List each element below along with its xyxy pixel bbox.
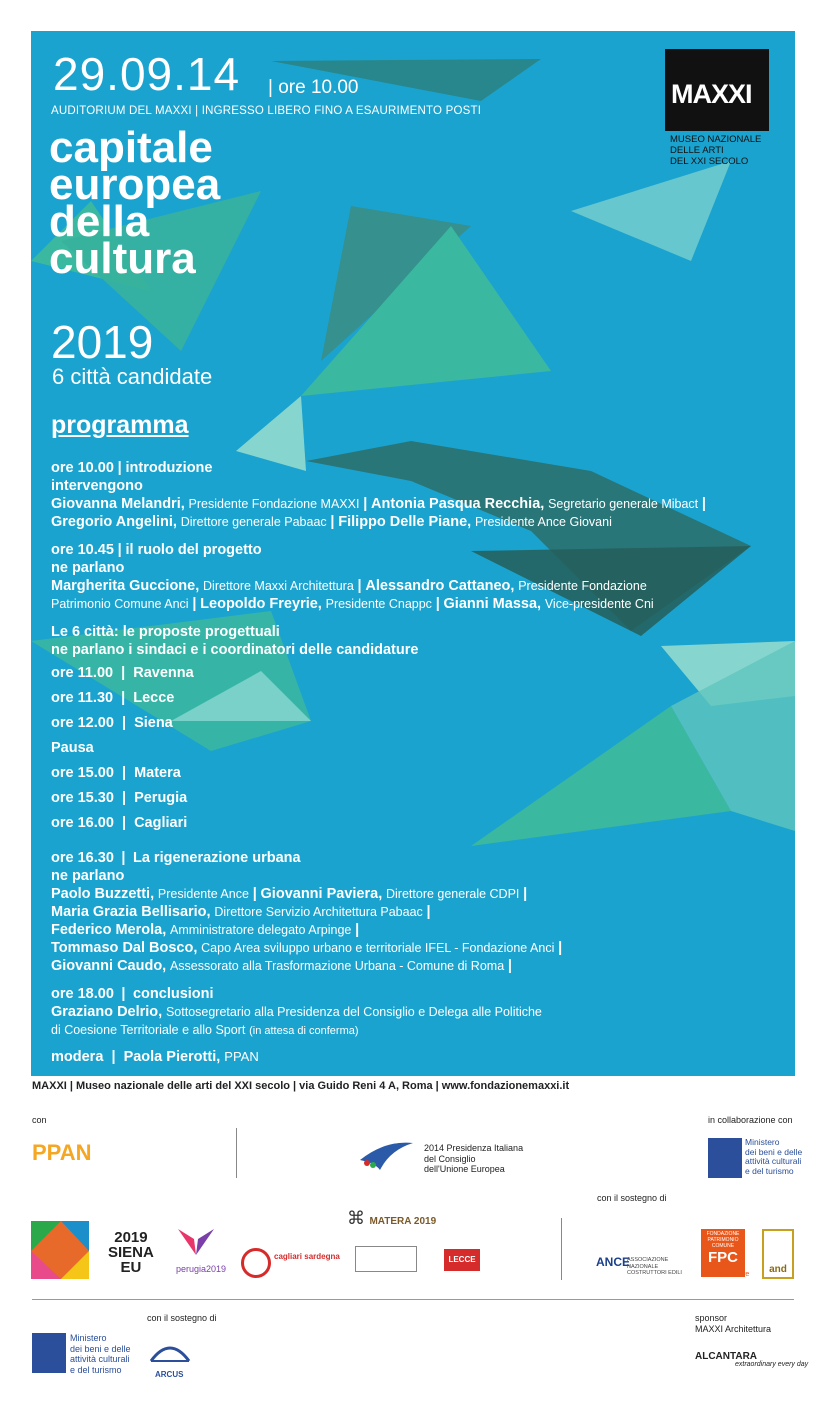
speaker-name: Graziano Delrio, <box>51 1004 163 1020</box>
perugia-logo: perugia2019 <box>176 1225 226 1274</box>
lecce-logo: LECCE 2019 <box>444 1249 480 1271</box>
arcus-logo: ARCUS <box>147 1335 193 1379</box>
speaker-role: Presidente Cnappc <box>325 597 432 611</box>
session-topic: introduzione <box>125 460 213 476</box>
title-subtitle: 6 città candidate <box>52 364 213 389</box>
schedule-row: ore 16.00 | Cagliari <box>51 815 188 831</box>
divider <box>561 1218 562 1280</box>
schedule-row: ore 15.30 | Perugia <box>51 790 188 806</box>
ravenna-mosaic-icon <box>31 1221 89 1279</box>
speaker-role: Presidente Ance Giovani <box>474 515 612 529</box>
speaker-name: Federico Merola, <box>51 922 167 938</box>
title-line: capitale <box>49 123 213 172</box>
speaker-role: Direttore generale Pabaac <box>180 515 327 529</box>
schedule-row: ore 15.00 | Matera <box>51 765 181 781</box>
museum-name <box>670 134 761 167</box>
speaker-role: Amministratore delegato Arpinge <box>170 923 352 937</box>
speaker-role: di Coesione Territoriale e allo Sport <box>51 1023 246 1037</box>
speaker-role: Presidente Fondazione <box>518 579 647 593</box>
mibact-emblem-icon <box>708 1138 742 1178</box>
eu-presidency-text: 2014 Presidenza Italiana del Consiglio dell'Unione Europea <box>424 1143 524 1174</box>
session-time: ore 16.30 <box>51 850 114 866</box>
speaker-role: Direttore Maxxi Architettura <box>203 579 354 593</box>
alcantara-tagline: extraordinary every day <box>735 1361 809 1368</box>
speaker-role: Segretario generale Mibact <box>548 497 699 511</box>
session-time: ore 18.00 <box>51 986 114 1002</box>
ance-logo-sub: ASSOCIAZIONE NAZIONALE COSTRUTTORI EDILI <box>627 1257 682 1276</box>
matera-mark-icon: ⌘ <box>347 1208 365 1228</box>
session-time: ore 10.45 <box>51 542 114 558</box>
cagliari-logo-text: cagliari sardegna <box>274 1252 340 1261</box>
ance-logo: ANCE <box>596 1255 631 1269</box>
arcus-bridge-icon <box>147 1335 193 1365</box>
speaker-role: Sottosegretario alla Presidenza del Consiglio e Delega alle Politiche <box>165 1005 542 1019</box>
schedule-break: Pausa <box>51 740 94 756</box>
divider <box>236 1128 237 1178</box>
matera-logo: ⌘ MATERA 2019 <box>347 1208 437 1228</box>
speaker-name: Antonia Pasqua Recchia, <box>371 496 545 512</box>
unesco-logo <box>355 1246 417 1272</box>
ppan-logo <box>32 1140 104 1170</box>
siena-logo: 2019 SIENA EU <box>108 1229 154 1276</box>
shape <box>571 161 731 261</box>
schedule-row: ore 12.00 | Siena <box>51 715 173 731</box>
session-intro: ne parlano i sindaci e i coordinatori delle candidature <box>51 642 419 658</box>
mibact-emblem-icon <box>32 1333 66 1373</box>
partner-label: con <box>32 1115 47 1125</box>
event-poster <box>31 31 795 1076</box>
swallow-icon <box>355 1135 415 1175</box>
session-intro: ne parlano <box>51 868 125 884</box>
sponsor-label: sponsor MAXXI Architettura <box>695 1313 772 1334</box>
maxxi-logo-mark: MAXXI <box>671 79 752 109</box>
cagliari-logo-icon <box>241 1248 271 1278</box>
fpc-tagline: creando valore <box>703 1271 750 1278</box>
perugia-butterfly-icon <box>176 1225 216 1259</box>
speaker-role: Direttore generale CDPI <box>386 887 520 901</box>
speaker-role: Assessorato alla Trasformazione Urbana - Comune di Roma <box>169 959 505 973</box>
speaker-name: Giovanni Caudo, <box>51 958 167 974</box>
speaker-role: Capo Area sviluppo urbano e territoriale IFEL - Fondazione Anci <box>201 941 555 955</box>
title-year: 2019 <box>51 316 154 368</box>
footer-divider <box>32 1299 794 1300</box>
museum-line: DELLE ARTI <box>670 145 724 156</box>
schedule-row: ore 11.00 | Ravenna <box>51 665 194 681</box>
speaker-name: Leopoldo Freyrie, <box>200 596 322 612</box>
program-section-intro: ore 10.00 | introduzione intervengono Giovanna Melandri, Presidente Fondazione MAXXI | Antonia Pasqua Recchia, Segretario generale Mibact | Gregorio Angelini, Direttore generale Pabaac | Filippo Delle Piane, Presidente Ance Giovani <box>51 459 791 531</box>
speaker-note: (in attesa di conferma) <box>249 1025 359 1037</box>
speaker-name: Tommaso Dal Bosco, <box>51 940 198 956</box>
ppan-logo-text: PPAN <box>32 1140 92 1165</box>
session-topic: conclusioni <box>132 986 214 1002</box>
and-logo: and <box>762 1229 794 1279</box>
support-label: con il sostegno di <box>597 1193 667 1203</box>
event-venue: AUDITORIUM DEL MAXXI | INGRESSO LIBERO FINO A ESAURIMENTO POSTI <box>51 105 482 117</box>
speaker-role: Vice-presidente Cni <box>544 597 654 611</box>
program-heading: programma <box>51 411 189 439</box>
collab-label: in collaborazione con <box>708 1115 793 1125</box>
speaker-name: Giovanni Paviera, <box>260 886 383 902</box>
session-topic: La rigenerazione urbana <box>132 850 301 866</box>
museum-line: MUSEO NAZIONALE <box>670 134 762 145</box>
page-title <box>49 123 221 283</box>
ravenna-logo <box>31 1221 89 1279</box>
speaker-name: Alessandro Cattaneo, <box>365 578 515 594</box>
speaker-name: Gianni Massa, <box>443 596 542 612</box>
support-label: con il sostegno di <box>147 1313 217 1323</box>
session-topic: il ruolo del progetto <box>125 542 262 558</box>
speaker-name: Maria Grazia Bellisario, <box>51 904 211 920</box>
title-line: della <box>49 197 150 246</box>
speaker-role: Direttore Servizio Architettura Pabaac <box>214 905 423 919</box>
speaker-name: Gregorio Angelini, <box>51 514 177 530</box>
mibact-logo-text: Ministero dei beni e delle attività culturali e del turismo <box>745 1137 803 1176</box>
moderator-line: modera | Paola Pierotti, PPAN <box>51 1049 259 1065</box>
title-line: cultura <box>49 234 196 283</box>
fpc-logo: FONDAZIONE PATRIMONIO COMUNE FPC <box>701 1229 745 1277</box>
speaker-role: Presidente Fondazione MAXXI <box>188 497 360 511</box>
speaker-name: Paolo Buzzetti, <box>51 886 155 902</box>
speaker-name: Margherita Guccione, <box>51 578 200 594</box>
event-time: | ore 10.00 <box>268 77 359 98</box>
maxxi-logo <box>665 49 769 131</box>
mibact-logo-text: Ministero dei beni e delle attività culturali e del turismo <box>70 1333 131 1375</box>
museum-line: DEL XXI SECOLO <box>670 156 749 167</box>
program-section-conclusions: ore 18.00 | conclusioni Graziano Delrio, Sottosegretario alla Presidenza del Consiglio e Delega alle Politiche di Coesione Territoriale e allo Sport (in attesa di conferma) <box>51 986 542 1037</box>
footer-address: MAXXI | Museo nazionale delle arti del XXI secolo | via Guido Reni 4 A, Roma | www.fondazionemaxxi.it <box>32 1080 570 1092</box>
schedule-row: ore 11.30 | Lecce <box>51 690 175 706</box>
title-line: europea <box>49 160 221 209</box>
session-topic: Le 6 città: le proposte progettuali <box>51 624 280 640</box>
speaker-role: Patrimonio Comune Anci <box>51 597 189 611</box>
speaker-name: Giovanna Melandri, <box>51 496 185 512</box>
session-intro: intervengono <box>51 478 143 494</box>
alcantara-logo: ALCANTARA <box>695 1351 758 1362</box>
eu-presidency-logo <box>355 1135 415 1180</box>
session-intro: ne parlano <box>51 560 125 576</box>
program-section-regeneration: ore 16.30 | La rigenerazione urbana ne parlano Paolo Buzzetti, Presidente Ance | Giovanni Paviera, Direttore generale CDPI | Maria Grazia Bellisario, Direttore Servizio Architettura Pabaac | Federico Merola, Amministratore delegato Arpinge | Tommaso Dal Bosco, Capo Area sviluppo urbano e territoriale IFEL - Fondazione Anci | Giovanni Caudo, Assessorato alla Trasformazione Urbana - Comune di Roma | <box>51 849 791 975</box>
speaker-role: Presidente Ance <box>157 887 249 901</box>
program-section-cities <box>51 623 791 659</box>
speaker-name: Filippo Delle Piane, <box>338 514 472 530</box>
program-section-project: ore 10.45 | il ruolo del progetto ne parlano Margherita Guccione, Direttore Maxxi Architettura | Alessandro Cattaneo, Presidente Fondazione Patrimonio Comune Anci | Leopoldo Freyrie, Presidente Cnappc | Gianni Massa, Vice-presidente Cni <box>51 541 791 613</box>
event-date: 29.09.14 <box>53 48 241 100</box>
session-time: ore 10.00 <box>51 460 114 476</box>
